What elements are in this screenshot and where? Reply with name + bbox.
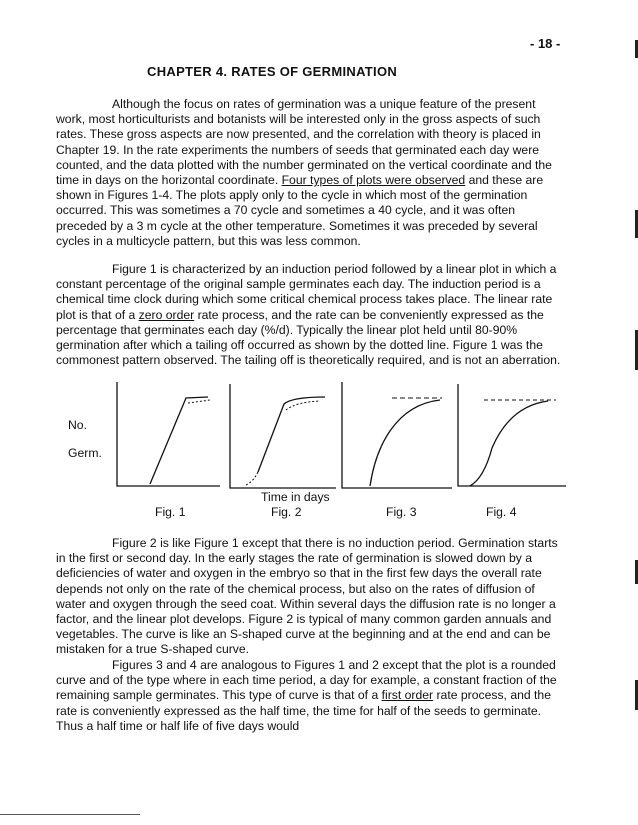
paragraph-2-underlined: zero order	[138, 307, 195, 322]
paragraph-4	[56, 658, 562, 734]
fig1-plot	[117, 382, 220, 486]
fig2-curve	[258, 397, 325, 472]
caption-fig3: Fig. 3	[386, 505, 417, 519]
fig4-curve	[470, 401, 548, 486]
paragraph-4-text-after: rate process, and the rate is conveniently expressed as the half time, the time for half of the seeds to germinate. Thus a half time or half life of five days would	[56, 688, 551, 733]
fig1-dotted-tail	[188, 400, 210, 403]
y-axis-label-no: No.	[68, 418, 87, 432]
caption-fig1: Fig. 1	[155, 505, 186, 519]
fig4-plot	[458, 384, 566, 486]
fig1-curve	[150, 397, 208, 484]
caption-fig4: Fig. 4	[486, 505, 517, 519]
x-axis-label: Time in days	[261, 490, 330, 504]
fig2-dotted-start	[246, 472, 258, 485]
scan-bottom-line	[0, 814, 140, 815]
paragraph-1-text: Although the focus on rates of germination was a unique feature of the present work, most horticulturists and botanists will be interested only in the gross aspects of such rates. These gross aspects are now presented, and the correlation with theory is placed in Chapter 19. In the rate experiments the numbers of seeds that germinated each day were counted, and the data plotted with the number germinated on the vertical coordinate and the time in days on the horizontal coordinate.	[56, 97, 552, 188]
paragraph-3-text: Figure 2 is like Figure 1 except that there is no induction period. Germination starts in the first or second day. In the early stages the rate of germination is slowed down by a deficiencies of water and oxygen in the embryo so that in the first few days the overall rate depends not only on the rate of the chemical process, but also on the rates of diffusion of water and oxygen through the seed coat. Within several days the diffusion rate is no longer a factor, and the linear plot develops. Figure 2 is typical of many common garden annuals and vegetables. The curve is like an S-shaped curve at the beginning and at the end and can be mistaken for a true S-shaped curve.	[56, 536, 558, 657]
fig2-plot	[230, 384, 336, 488]
paragraph-3	[56, 536, 562, 658]
page-number: - 18 -	[530, 36, 561, 51]
fig2-axes	[230, 384, 336, 488]
fig2-dotted-top	[286, 401, 320, 410]
chapter-title: CHAPTER 4. RATES OF GERMINATION	[147, 64, 398, 79]
paragraph-1-text-after: and these are shown in Figures 1-4. The plots apply only to the cycle in which most of the germination occurred. This was sometimes a 70 cycle and sometimes a 40 cycle, and it was often preceded by a 3 m cycle at the other temperature. Sometimes it was preceded by several cycles in a multicycle pattern, but this was less common.	[56, 173, 544, 248]
fig4-axes	[458, 384, 566, 486]
caption-fig2: Fig. 2	[271, 505, 302, 519]
fig3-plot	[342, 382, 452, 488]
fig3-curve	[370, 400, 440, 486]
paragraph-4-underlined: first order	[381, 688, 434, 703]
paragraph-1-underlined: Four types of plots were observed	[281, 173, 466, 188]
y-axis-label-germ: Germ.	[68, 446, 102, 460]
paragraph-4-text: Figures 3 and 4 are analogous to Figures 1 and 2 except that the plot is a rounded curve and of the type where in each time period, a day for example, a constant fraction of the remaining sample germinates. This type of curve is that of a	[56, 658, 557, 703]
paragraph-2-text: Figure 1 is characterized by an induction period followed by a linear plot in which a constant percentage of the original sample germinates each day. The induction period is a chemical time clock during which some critical chemical process takes place. The linear rate plot is that of a	[56, 262, 557, 322]
paragraph-2-text-after: rate process, and the rate can be conveniently expressed as the percentage that germinates each day (%/d). Typically the linear plot held until 80-90% germination after which a tailing off occurred as shown by the dotted line. Figure 1 was the commonest pattern observed. The tailing off is theoretically required, and is not an aberration.	[56, 307, 561, 368]
